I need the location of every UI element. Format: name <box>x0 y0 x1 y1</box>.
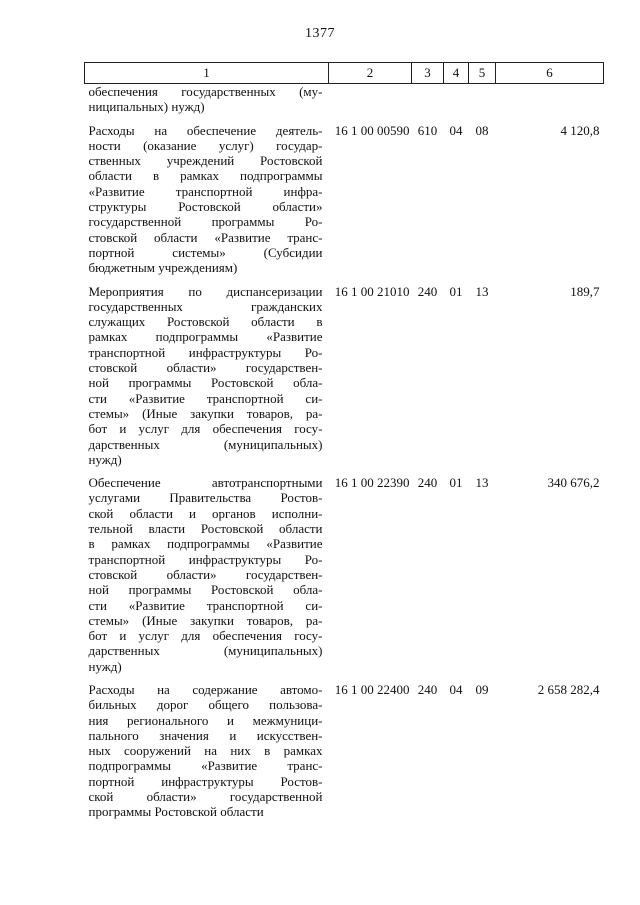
description-line: стовской области «Развитие транс- <box>88 229 323 245</box>
description-line: Расходы на обеспечение деятель- <box>88 122 323 138</box>
subsection-cell <box>469 84 496 115</box>
description-line: дарственных (муниципальных) <box>88 643 323 659</box>
row-description <box>85 123 329 276</box>
description-line: бот и услуг для обеспечения госу- <box>88 628 323 644</box>
amount-cell: 2 658 282,4 <box>537 681 600 697</box>
description-line: ности (оказание услуг) государ- <box>88 137 323 153</box>
table-row <box>85 682 604 820</box>
row-description <box>85 475 329 674</box>
description-line: сти «Развитие транспортной си- <box>88 390 323 406</box>
description-line: области в рамках подпрограммы <box>88 168 323 184</box>
description-line: ной программы Ростовской обла- <box>88 375 323 391</box>
description-line: транспортной инфраструктуры Ро- <box>88 344 323 360</box>
description-line: пального значения и искусствен- <box>88 727 323 743</box>
row-description <box>85 682 329 820</box>
description-line: подпрограммы «Развитие транс- <box>88 758 323 774</box>
table-row <box>85 284 604 468</box>
column-header-2: 2 <box>329 63 412 84</box>
section-cell: 01 <box>449 283 463 299</box>
target-code-cell: 16 1 00 00590 <box>334 122 410 138</box>
row-spacer <box>85 276 604 284</box>
row-spacer <box>85 674 604 682</box>
description-line: стовской области» государствен- <box>88 566 323 582</box>
description-line: транспортной инфраструктуры Ро- <box>88 551 323 567</box>
amount-cell: 4 120,8 <box>560 122 600 138</box>
target-code-cell: 16 1 00 21010 <box>334 283 410 299</box>
description-line: в рамках подпрограммы «Развитие <box>88 536 323 552</box>
description-line: нужд) <box>88 658 122 674</box>
table-row <box>85 475 604 674</box>
table-header-row <box>85 63 604 84</box>
description-line: портной системы» (Субсидии <box>88 244 323 260</box>
column-header-1: 1 <box>85 63 329 84</box>
description-line: бильных дорог общего пользова- <box>88 697 323 713</box>
description-line: ской области и органов исполни- <box>88 505 323 521</box>
column-header-4: 4 <box>444 63 469 84</box>
expense-type-cell: 240 <box>417 475 438 491</box>
expense-type-cell: 610 <box>417 122 438 138</box>
subsection-cell: 13 <box>475 283 489 299</box>
row-spacer <box>85 467 604 475</box>
subsection-cell: 08 <box>475 122 489 138</box>
description-line: ской области» государственной <box>88 789 323 805</box>
subsection-cell: 09 <box>475 681 489 697</box>
table-body <box>85 84 604 820</box>
description-line: нужд) <box>88 451 122 467</box>
description-line: портной инфраструктуры Ростов- <box>88 773 323 789</box>
description-line: стовской области» государствен- <box>88 360 323 376</box>
description-line: бот и услуг для обеспечения госу- <box>88 421 323 437</box>
description-line: обеспечения государственных (му- <box>88 84 323 99</box>
expense-type-cell: 240 <box>417 283 438 299</box>
description-line: бюджетным учреждениям) <box>88 260 238 276</box>
description-line: Расходы на содержание автомо- <box>88 681 323 697</box>
description-line: тельной власти Ростовской области <box>88 521 323 537</box>
amount-cell <box>496 84 604 115</box>
target-code-cell <box>329 84 412 115</box>
page-number: 1377 <box>305 26 335 41</box>
row-spacer <box>85 115 604 123</box>
description-line: стемы» (Иные закупки товаров, ра- <box>88 612 323 628</box>
budget-table <box>84 62 604 820</box>
description-line: программы Ростовской области <box>88 804 264 820</box>
description-line: услугами Правительства Ростов- <box>88 490 323 506</box>
table-row <box>85 123 604 276</box>
section-cell: 01 <box>449 475 463 491</box>
row-description <box>85 84 329 115</box>
description-line: Мероприятия по диспансеризации <box>88 283 323 299</box>
target-code-cell: 16 1 00 22400 <box>334 681 410 697</box>
description-line: ниципальных) нужд) <box>88 99 205 115</box>
expense-type-cell <box>412 84 444 115</box>
description-line: служащих Ростовской области в <box>88 314 323 330</box>
description-line: дарственных (муниципальных) <box>88 436 323 452</box>
column-header-6: 6 <box>496 63 604 84</box>
section-cell: 04 <box>449 122 463 138</box>
section-cell <box>444 84 469 115</box>
section-cell: 04 <box>449 681 463 697</box>
description-line: рамках подпрограммы «Развитие <box>88 329 323 345</box>
subsection-cell: 13 <box>475 475 489 491</box>
target-code-cell: 16 1 00 22390 <box>334 475 410 491</box>
description-line: государственной программы Ро- <box>88 214 323 230</box>
description-line: структуры Ростовской области» <box>88 199 323 215</box>
description-line: ной программы Ростовской обла- <box>88 582 323 598</box>
description-line: ных сооружений на них в рамках <box>88 743 323 759</box>
description-line: «Развитие транспортной инфра- <box>88 183 323 199</box>
column-header-3: 3 <box>412 63 444 84</box>
description-line: государственных гражданских <box>88 298 323 314</box>
description-line: сти «Развитие транспортной си- <box>88 597 323 613</box>
expense-type-cell: 240 <box>417 681 438 697</box>
table-row <box>85 84 604 115</box>
amount-cell: 340 676,2 <box>547 475 600 491</box>
description-line: ния регионального и межмуници- <box>88 712 323 728</box>
amount-cell: 189,7 <box>570 283 600 299</box>
description-line: стемы» (Иные закупки товаров, ра- <box>88 405 323 421</box>
column-header-5: 5 <box>469 63 496 84</box>
row-description <box>85 284 329 468</box>
description-line: Обеспечение автотранспортными <box>88 475 323 491</box>
description-line: ственных учреждений Ростовской <box>88 153 323 169</box>
